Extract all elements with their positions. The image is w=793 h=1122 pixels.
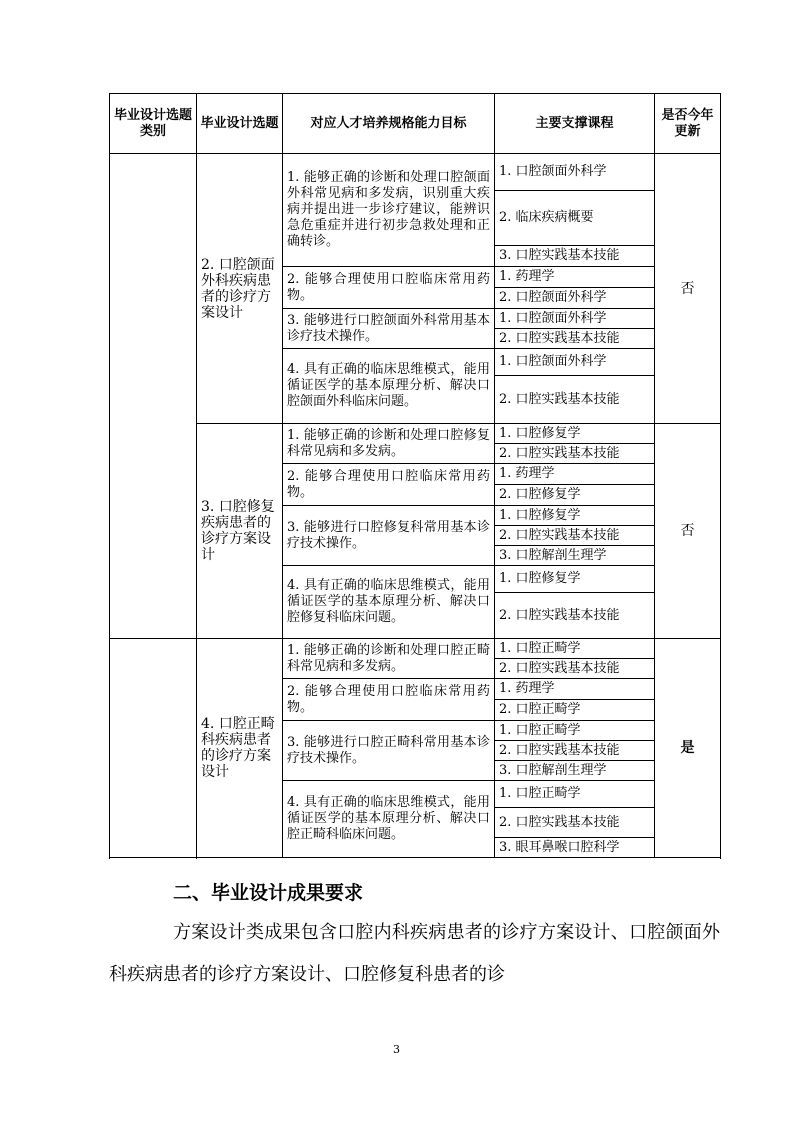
course-item: 2. 口腔实践基本技能 bbox=[495, 329, 655, 349]
goal-text: 2. 能够合理使用口腔临床常用药物。 bbox=[283, 267, 495, 309]
course-item: 2. 临床疾病概要 bbox=[495, 191, 655, 246]
course-item: 3. 口腔解剖生理学 bbox=[495, 761, 655, 781]
updated-value: 否 bbox=[655, 424, 721, 639]
goal-text: 4. 具有正确的临床思维模式，能用循证医学的基本原理分析、解决口腔颌面外科临床问题。 bbox=[283, 349, 495, 424]
course-item: 2. 口腔实践基本技能 bbox=[495, 376, 655, 424]
course-item: 1. 口腔正畸学 bbox=[495, 781, 655, 808]
updated-value: 是 bbox=[655, 639, 721, 858]
course-item: 2. 口腔实践基本技能 bbox=[495, 444, 655, 464]
course-item: 1. 药理学 bbox=[495, 267, 655, 288]
course-item: 3. 眼耳鼻喉口腔科学 bbox=[495, 838, 655, 858]
goal-text: 2. 能够合理使用口腔临床常用药物。 bbox=[283, 679, 495, 721]
course-item: 2. 口腔实践基本技能 bbox=[495, 741, 655, 761]
goal-text: 1. 能够正确的诊断和处理口腔正畸科常见病和多发病。 bbox=[283, 639, 495, 679]
header-category: 毕业设计选题类别 bbox=[110, 94, 197, 154]
course-item: 1. 药理学 bbox=[495, 679, 655, 700]
course-item: 2. 口腔实践基本技能 bbox=[495, 659, 655, 679]
course-item: 2. 口腔实践基本技能 bbox=[495, 526, 655, 546]
course-item: 2. 口腔实践基本技能 bbox=[495, 593, 655, 639]
body-paragraph: 方案设计类成果包含口腔内科疾病患者的诊疗方案设计、口腔颌面外科疾病患者的诊疗方案设计、口腔修复科患者的诊 bbox=[109, 922, 720, 985]
category-cell bbox=[110, 154, 197, 639]
table-row bbox=[110, 424, 721, 444]
course-item: 3. 口腔实践基本技能 bbox=[495, 246, 655, 267]
topic-title: 4. 口腔正畸科疾病患者的诊疗方案设计 bbox=[197, 639, 283, 858]
course-item: 3. 口腔解剖生理学 bbox=[495, 546, 655, 566]
table-row bbox=[110, 154, 721, 191]
goal-text: 3. 能够进行口腔正畸科常用基本诊疗技术操作。 bbox=[283, 721, 495, 781]
course-item: 2. 口腔正畸学 bbox=[495, 700, 655, 721]
course-item: 1. 口腔颌面外科学 bbox=[495, 154, 655, 191]
topics-table bbox=[109, 93, 721, 858]
header-topic: 毕业设计选题 bbox=[197, 94, 283, 154]
topic-title: 3. 口腔修复疾病患者的诊疗方案设计 bbox=[197, 424, 283, 639]
goal-text: 3. 能够进行口腔修复科常用基本诊疗技术操作。 bbox=[283, 506, 495, 566]
course-item: 1. 药理学 bbox=[495, 464, 655, 485]
goal-text: 2. 能够合理使用口腔临床常用药物。 bbox=[283, 464, 495, 506]
goal-text: 4. 具有正确的临床思维模式，能用循证医学的基本原理分析、解决口腔正畸科临床问题。 bbox=[283, 781, 495, 858]
course-item: 2. 口腔修复学 bbox=[495, 485, 655, 506]
header-courses: 主要支撑课程 bbox=[495, 94, 655, 154]
table-header-row bbox=[110, 94, 721, 154]
course-item: 1. 口腔正畸学 bbox=[495, 639, 655, 659]
course-item: 1. 口腔修复学 bbox=[495, 506, 655, 526]
topic-title: 2. 口腔颌面外科疾病患者的诊疗方案设计 bbox=[197, 154, 283, 424]
header-ability: 对应人才培养规格能力目标 bbox=[283, 94, 495, 154]
course-item: 1. 口腔颌面外科学 bbox=[495, 349, 655, 376]
course-item: 1. 口腔修复学 bbox=[495, 424, 655, 444]
goal-text: 1. 能够正确的诊断和处理口腔修复科常见病和多发病。 bbox=[283, 424, 495, 464]
section-heading: 二、毕业设计成果要求 bbox=[173, 882, 364, 904]
updated-value: 否 bbox=[655, 154, 721, 424]
course-item: 2. 口腔实践基本技能 bbox=[495, 808, 655, 838]
header-updated: 是否今年更新 bbox=[655, 94, 721, 154]
course-item: 1. 口腔颌面外科学 bbox=[495, 309, 655, 329]
course-item: 1. 口腔修复学 bbox=[495, 566, 655, 593]
category-cell bbox=[110, 639, 197, 858]
page-number: 3 bbox=[393, 1043, 400, 1056]
course-item: 2. 口腔颌面外科学 bbox=[495, 288, 655, 309]
goal-text: 1. 能够正确的诊断和处理口腔颌面外科常见病和多发病，识别重大疾病并提出进一步诊疗建议，能辨识急危重症并进行初步急救处理和正确转诊。 bbox=[283, 154, 495, 267]
table-row bbox=[110, 639, 721, 659]
goal-text: 4. 具有正确的临床思维模式，能用循证医学的基本原理分析、解决口腔修复科临床问题。 bbox=[283, 566, 495, 639]
goal-text: 3. 能够进行口腔颌面外科常用基本诊疗技术操作。 bbox=[283, 309, 495, 349]
course-item: 1. 口腔正畸学 bbox=[495, 721, 655, 741]
